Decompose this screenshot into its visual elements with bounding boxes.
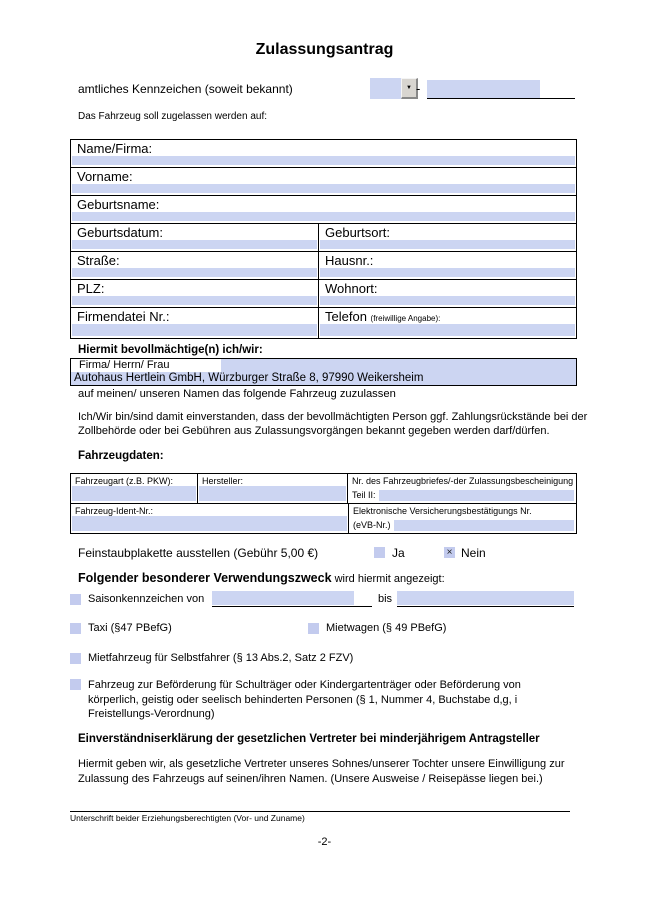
hersteller-input[interactable] <box>199 486 346 501</box>
dropdown-arrow-icon[interactable]: ▼ <box>401 78 418 99</box>
saison-von-underline <box>212 591 372 607</box>
hausnr-label: Hausnr.: <box>325 253 374 268</box>
vollmacht-after-text: auf meinen/ unseren Namen das folgende Fahrzeug zuzulassen <box>78 388 396 400</box>
name-firma-input[interactable] <box>72 156 575 165</box>
firmendatei-input[interactable] <box>72 324 317 336</box>
intro-line: Das Fahrzeug soll zugelassen werden auf: <box>78 111 267 122</box>
table-row <box>71 474 576 504</box>
taxi-checkbox[interactable] <box>70 623 81 634</box>
form-title: Zulassungsantrag <box>255 41 394 58</box>
vollmacht-box <box>70 358 577 386</box>
geburtsort-input[interactable] <box>320 240 575 249</box>
fahrzeugbrief-label-line2: Teil II: <box>352 490 376 500</box>
vollmacht-consent-text: Ich/Wir bin/sind damit einverstanden, dass der bevollmächtigten Person ggf. Zahlungsrückstände bei der Zollbehörde oder bei Gebühren aus Zulassungsvorgängen bekannt gegeben werden darf/dürfen. <box>78 411 588 437</box>
befoerderung-checkbox[interactable] <box>70 679 81 690</box>
fahrzeugdaten-table <box>70 473 577 534</box>
fahrzeug-ident-label: Fahrzeug-Ident-Nr.: <box>75 506 154 516</box>
evb-label-line2: (eVB-Nr.) <box>353 520 391 530</box>
bis-label: bis <box>378 593 393 605</box>
vollmacht-heading: Hiermit bevollmächtige(n) ich/wir: <box>78 344 263 356</box>
strasse-input[interactable] <box>72 268 317 277</box>
table-row <box>71 308 576 338</box>
saison-bis-underline <box>397 591 574 607</box>
hersteller-label: Hersteller: <box>202 476 244 486</box>
fahrzeugbrief-label-line1: Nr. des Fahrzeugbriefes/-der Zulassungsbescheinigung <box>352 476 574 486</box>
name-firma-label: Name/Firma: <box>77 141 153 156</box>
mietfahrzeug-label: Mietfahrzeug für Selbstfahrer (§ 13 Abs.2, Satz 2 FZV) <box>88 652 354 664</box>
verwendungszweck-heading-bold: Folgender besonderer Verwendungszweck <box>78 571 332 585</box>
plz-input[interactable] <box>72 296 317 305</box>
fahrzeug-ident-input[interactable] <box>72 516 347 531</box>
table-row <box>71 196 576 224</box>
table-row <box>71 168 576 196</box>
page-number: -2- <box>317 836 332 848</box>
mietwagen-checkbox[interactable] <box>308 623 319 634</box>
telefon-input[interactable] <box>320 324 575 336</box>
saison-von-input[interactable] <box>212 591 354 605</box>
geburtsname-input[interactable] <box>72 212 575 221</box>
geburtsdatum-label: Geburtsdatum: <box>77 225 163 240</box>
verwendungszweck-heading-rest: wird hiermit angezeigt: <box>331 573 445 585</box>
kennzeichen-district-combo[interactable] <box>370 78 421 99</box>
geburtsdatum-input[interactable] <box>72 240 317 249</box>
verwendungszweck-heading <box>78 571 445 585</box>
saison-bis-input[interactable] <box>397 591 574 605</box>
table-row <box>71 252 576 280</box>
fahrzeugbrief-input[interactable] <box>379 490 574 501</box>
kennzeichen-district-value[interactable] <box>370 78 401 99</box>
vorname-input[interactable] <box>72 184 575 193</box>
taxi-label: Taxi (§47 PBefG) <box>88 622 172 634</box>
feinstaub-ja-label: Ja <box>392 546 405 560</box>
mietfahrzeug-checkbox[interactable] <box>70 653 81 664</box>
signature-caption: Unterschrift beider Erziehungsberechtigten (Vor- und Zuname) <box>70 813 305 823</box>
feinstaub-nein-checkbox[interactable]: × <box>444 547 455 558</box>
befoerderung-label: Fahrzeug zur Beförderung für Schulträger oder Kindergartenträger oder Beförderung von körperlich, geistig oder seelisch behinderten Personen (§ 1, Nummer 4, Buchstabe d,g, i Freistellungs-Verordnung) <box>88 679 521 721</box>
firmendatei-label: Firmendatei Nr.: <box>77 309 170 324</box>
fahrzeugart-input[interactable] <box>72 486 196 501</box>
kennzeichen-label: amtliches Kennzeichen (soweit bekannt) <box>78 82 293 96</box>
evb-input[interactable] <box>394 520 574 531</box>
fahrzeugdaten-heading: Fahrzeugdaten: <box>78 450 164 462</box>
hausnr-input[interactable] <box>320 268 575 277</box>
wohnort-label: Wohnort: <box>325 281 378 296</box>
geburtsname-label: Geburtsname: <box>77 197 160 212</box>
table-row <box>71 140 576 168</box>
kennzeichen-number-input[interactable] <box>427 80 540 98</box>
wohnort-input[interactable] <box>320 296 575 305</box>
strasse-label: Straße: <box>77 253 120 268</box>
kennzeichen-number-underline <box>427 80 575 99</box>
vollmacht-box-label: Firma/ Herrn/ Frau <box>71 359 221 372</box>
feinstaub-nein-label: Nein <box>461 546 486 560</box>
vollmacht-value-input[interactable]: Autohaus Hertlein GmbH, Würzburger Straße 8, 97990 Weikersheim <box>74 372 424 384</box>
plz-label: PLZ: <box>77 281 105 296</box>
telefon-label-small: (freiwillige Angabe): <box>370 314 441 323</box>
table-row <box>71 280 576 308</box>
fahrzeugart-label: Fahrzeugart (z.B. PKW): <box>75 476 174 486</box>
einverstaendnis-heading: Einverständniserklärung der gesetzlichen Vertreter bei minderjährigem Antragsteller <box>78 733 540 745</box>
table-row <box>71 504 576 533</box>
table-row <box>71 224 576 252</box>
evb-label-line1: Elektronische Versicherungsbestätigungs Nr. <box>353 506 532 516</box>
feinstaub-ja-checkbox[interactable] <box>374 547 385 558</box>
saison-checkbox[interactable] <box>70 594 81 605</box>
kennzeichen-separator: - <box>416 81 421 96</box>
telefon-label: Telefon <box>325 309 371 324</box>
saison-label: Saisonkennzeichen von <box>88 593 205 605</box>
geburtsort-label: Geburtsort: <box>325 225 391 240</box>
einverstaendnis-text: Hiermit geben wir, als gesetzliche Vertreter unseres Sohnes/unserer Tochter unsere Einwilligung zur Zulassung des Fahrzeugs auf seinen/ihren Namen. (Unsere Ausweise / Reisepässe liegen bei.) <box>78 758 565 785</box>
mietwagen-label: Mietwagen (§ 49 PBefG) <box>326 622 447 634</box>
vorname-label: Vorname: <box>77 169 133 184</box>
signature-line <box>70 811 570 812</box>
holder-table <box>70 139 577 339</box>
feinstaub-label: Feinstaubplakette ausstellen (Gebühr 5,00 €) <box>78 546 319 560</box>
